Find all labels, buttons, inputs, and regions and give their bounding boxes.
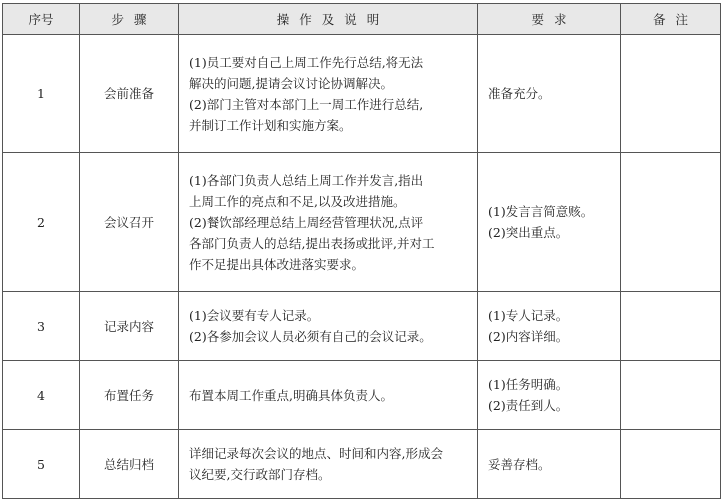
row-requirement (478, 292, 621, 361)
operation-line: 各部门负责人的总结,提出表扬或批评,并对工 (189, 235, 435, 251)
requirement-line: 妥善存档。 (488, 456, 551, 472)
header-requirement: 要求 (478, 4, 621, 35)
header-no: 序号 (3, 4, 80, 35)
requirement-line: 准备充分。 (488, 86, 551, 101)
row-remark (621, 35, 721, 153)
operation-line: 议纪要,交行政部门存档。 (189, 467, 331, 482)
requirement-line: (1)发言言简意赅。 (488, 204, 594, 219)
header-remark: 备注 (621, 4, 721, 35)
table-row (3, 35, 721, 153)
operation-line: 作不足提出具体改进落实要求。 (189, 256, 365, 272)
row-remark (621, 153, 721, 292)
requirement-line: (1)专人记录。 (488, 308, 569, 323)
row-requirement (478, 361, 621, 430)
row-no: 3 (3, 292, 80, 361)
requirement-line: (1)任务明确。 (488, 377, 569, 392)
row-operation (179, 430, 478, 499)
operation-line: (1)会议要有专人记录。 (189, 308, 320, 323)
requirement-line: (2)突出重点。 (488, 225, 569, 240)
row-requirement (478, 153, 621, 292)
operation-line: 上周工作的亮点和不足,以及改进措施。 (189, 193, 406, 209)
row-requirement (478, 430, 621, 499)
operation-line: 解决的问题,提请会议讨论协调解决。 (189, 75, 393, 91)
operation-line: (1)员工要对自己上周工作先行总结,将无法 (189, 54, 424, 70)
row-step: 记录内容 (80, 292, 179, 361)
operation-line: (2)各参加会议人员必须有自己的会议记录。 (189, 329, 432, 344)
operation-line: (1)各部门负责人总结上周工作并发言,指出 (189, 172, 424, 188)
row-remark (621, 430, 721, 499)
operation-line: 详细记录每次会议的地点、时间和内容,形成会 (189, 446, 443, 461)
row-operation (179, 361, 478, 430)
row-step: 布置任务 (80, 361, 179, 430)
table-header-row (3, 4, 721, 35)
row-step: 会前准备 (80, 35, 179, 153)
meeting-procedure-table (2, 3, 721, 499)
row-operation (179, 153, 478, 292)
row-operation (179, 35, 478, 153)
operation-line: 并制订工作计划和实施方案。 (189, 117, 352, 133)
row-remark (621, 292, 721, 361)
row-no: 1 (3, 35, 80, 153)
operation-line: (2)部门主管对本部门上一周工作进行总结, (189, 96, 424, 112)
table-row (3, 153, 721, 292)
operation-line: 布置本周工作重点,明确具体负责人。 (189, 387, 393, 403)
row-no: 4 (3, 361, 80, 430)
row-remark (621, 361, 721, 430)
requirement-line: (2)内容详细。 (488, 329, 569, 344)
row-no: 5 (3, 430, 80, 499)
row-operation (179, 292, 478, 361)
table-row (3, 292, 721, 361)
requirement-line: (2)责任到人。 (488, 398, 569, 413)
table-row (3, 361, 721, 430)
operation-line: (2)餐饮部经理总结上周经营管理状况,点评 (189, 214, 424, 230)
header-step: 步骤 (80, 4, 179, 35)
row-no: 2 (3, 153, 80, 292)
table-row (3, 430, 721, 499)
row-requirement (478, 35, 621, 153)
row-step: 会议召开 (80, 153, 179, 292)
row-step: 总结归档 (80, 430, 179, 499)
header-operation: 操作及说明 (179, 4, 478, 35)
